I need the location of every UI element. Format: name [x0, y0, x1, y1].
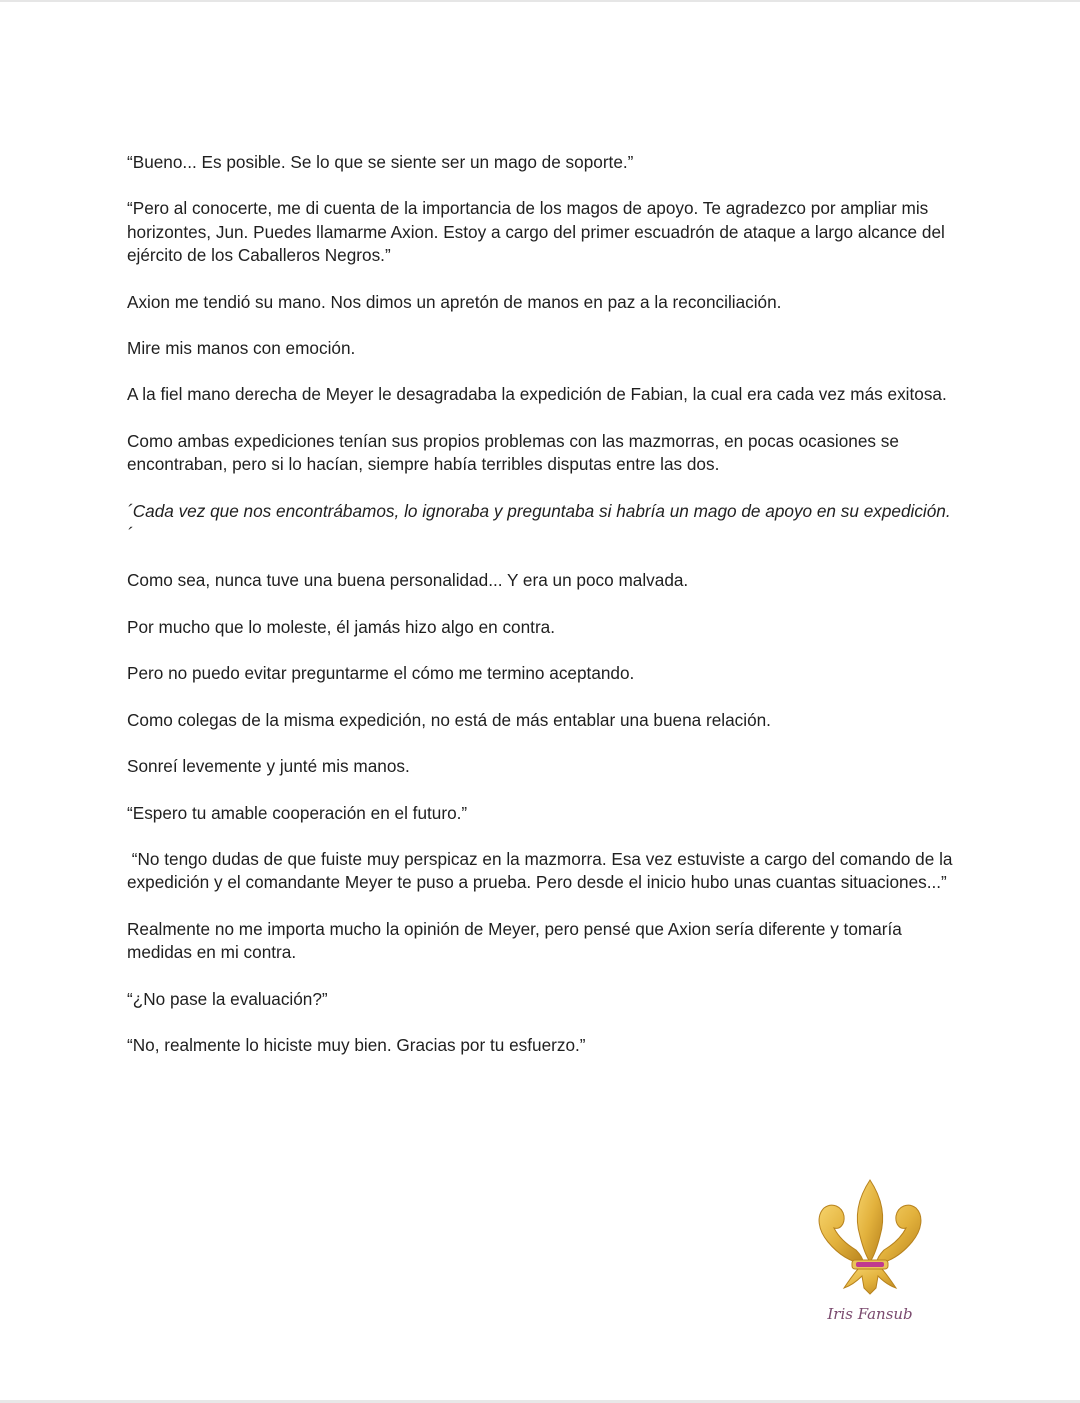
paragraph: Realmente no me importa mucho la opinión de Meyer, pero pensé que Axion sería diferente y tomaría medidas en mi contra. [127, 918, 907, 963]
paragraph: Por mucho que lo moleste, él jamás hizo algo en contra. [127, 616, 556, 637]
paragraph: “No tengo dudas de que fuiste muy perspicaz en la mazmorra. Esa vez estuviste a cargo del comando de la expedición y el comandante Meyer te puso a prueba. Pero desde el inicio hubo unas cuantas situaciones...” [127, 848, 958, 893]
document-body [127, 151, 958, 1080]
paragraph: “Espero tu amable cooperación en el futuro.” [127, 802, 468, 823]
paragraph: “Pero al conocerte, me di cuenta de la importancia de los magos de apoyo. Te agradezco por ampliar mis horizontes, Jun. Puedes llamarme Axion. Estoy a cargo del primer escuadrón de ataque a largo alcance del ejército de los Caballeros Negros.” [127, 198, 950, 266]
paragraph: “No, realmente lo hiciste muy bien. Gracias por tu esfuerzo.” [127, 1034, 586, 1055]
paragraph: Como colegas de la misma expedición, no está de más entablar una buena relación. [127, 709, 771, 730]
logo-signature: Iris Fansub [827, 1305, 913, 1323]
paragraph-italic: ´Cada vez que nos encontrábamos, lo ignoraba y preguntaba si habría un mago de apoyo en su expedición. ´ [127, 500, 956, 545]
paragraph: Sonreí levemente y junté mis manos. [127, 756, 410, 777]
page-top-border [0, 0, 1080, 2]
paragraph: Como ambas expediciones tenían sus propios problemas con las mazmorras, en pocas ocasiones se encontraban, pero si lo hacían, siempre había terribles disputas entre las dos. [127, 430, 904, 475]
fleur-de-lis-icon [808, 1176, 938, 1326]
paragraph: A la fiel mano derecha de Meyer le desagradaba la expedición de Fabian, la cual era cada vez más exitosa. [127, 384, 947, 405]
paragraph: Como sea, nunca tuve una buena personalidad... Y era un poco malvada. [127, 570, 689, 591]
paragraph: “¿No pase la evaluación?” [127, 988, 328, 1009]
paragraph: Pero no puedo evitar preguntarme el cómo me termino aceptando. [127, 663, 635, 684]
paragraph: Mire mis manos con emoción. [127, 338, 356, 359]
paragraph: “Bueno... Es posible. Se lo que se siente ser un mago de soporte.” [127, 152, 634, 172]
paragraph: Axion me tendió su mano. Nos dimos un apretón de manos en paz a la reconciliación. [127, 291, 782, 312]
fansub-logo [808, 1176, 938, 1326]
